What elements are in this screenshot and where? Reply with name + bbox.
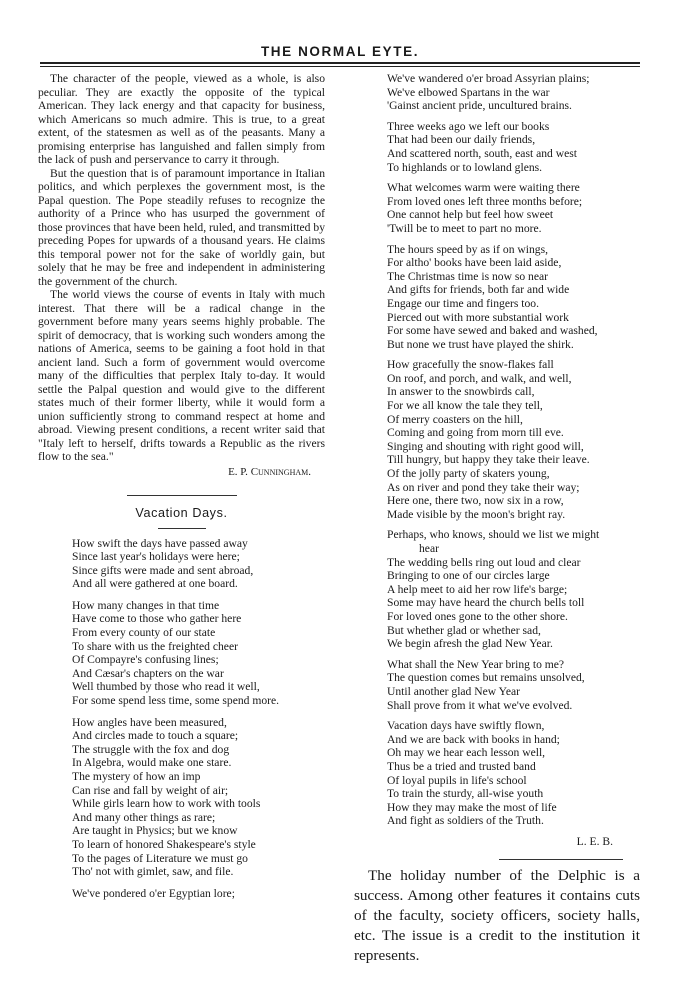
- poem-line: Till hungry, but happy they take their leave.: [387, 453, 590, 467]
- poem-line: To the pages of Literature we must go: [72, 851, 248, 865]
- poem-line: A help meet to aid her row life's barge;: [387, 582, 568, 596]
- poem-line: The Christmas time is now so near: [387, 269, 548, 283]
- poem-line: From loved ones left three months before;: [387, 194, 583, 208]
- poem-line: Made visible by the moon's bright ray.: [387, 507, 566, 521]
- header-rule-thick: [40, 62, 640, 64]
- poem-line: And gifts for friends, both far and wide: [387, 283, 570, 297]
- poem-author: L. E. B.: [576, 834, 613, 848]
- poem-line: 'Gainst ancient pride, uncultured brains.: [387, 99, 572, 113]
- poem-line: Thus be a tried and trusted band: [387, 759, 536, 773]
- poem-line: How swift the days have passed away: [72, 536, 248, 550]
- poem-line: Bringing to one of our circles large: [387, 569, 550, 583]
- poem-line: To learn of honored Shakespeare's style: [72, 837, 256, 851]
- poem-line: Of Compayre's confusing lines;: [72, 653, 219, 667]
- poem-line: How they may make the most of life: [387, 800, 557, 814]
- poem-line: Shall prove from it what we've evolved.: [387, 698, 573, 712]
- notice-text: The holiday number of the Delphic is a success. Among other features it contains cuts of the faculty, society officers, society halls, etc. The issue is a credit to the institution it represents.: [354, 867, 640, 964]
- poem-line: While girls learn how to work with tools: [72, 797, 261, 811]
- delphic-notice: [354, 866, 640, 966]
- poem-line: To train the sturdy, all-wise youth: [387, 787, 544, 801]
- stanza: [387, 181, 649, 235]
- poem-line: We've elbowed Spartans in the war: [387, 85, 550, 99]
- poem-line: To highlands or to lowland glens.: [387, 160, 543, 174]
- poem-line: We've wandered o'er broad Assyrian plains;: [387, 72, 590, 85]
- poem-line: In answer to the snowbirds call,: [387, 385, 535, 399]
- poem-line: Vacation days have swiftly flown,: [387, 719, 545, 733]
- poem-line: In Algebra, would make one stare.: [72, 756, 232, 770]
- poem-line: One cannot help but feel how sweet: [387, 208, 554, 222]
- poem-line-continuation: hear: [419, 542, 439, 555]
- poem-line: For some spend less time, some spend more.: [72, 694, 280, 708]
- poem-line: Since last year's holidays were here;: [72, 550, 240, 564]
- poem-line: The struggle with the fox and dog: [72, 742, 230, 756]
- stanza: [387, 658, 649, 712]
- poem-left-stanzas: [72, 537, 325, 901]
- stanza: [387, 120, 649, 174]
- poem-line: We've pondered o'er Egyptian lore;: [72, 886, 235, 900]
- poem-line: How gracefully the snow-flakes fall: [387, 358, 554, 372]
- poem-line: As on river and pond they take their way;: [387, 480, 580, 494]
- poem-line: Tho' not with gimlet, saw, and file.: [72, 865, 234, 879]
- poem-line: And fight as soldiers of the Truth.: [387, 814, 544, 828]
- poem-line: The wedding bells ring out loud and clear: [387, 555, 581, 569]
- poem-line: 'Twill be to meet to part no more.: [387, 221, 542, 235]
- poem-line: That had been our daily friends,: [387, 133, 536, 147]
- poem-line: For some have sewed and baked and washed,: [387, 324, 598, 338]
- poem-line: How many changes in that time: [72, 598, 220, 612]
- poem-line: Singing and shouting with right good will,: [387, 439, 584, 453]
- left-column: [38, 72, 325, 908]
- poem-line: Until another glad New Year: [387, 684, 520, 698]
- poem-line: And scattered north, south, east and west: [387, 146, 577, 160]
- poem-line: Can rise and fall by weight of air;: [72, 783, 229, 797]
- poem-end-divider: [499, 859, 623, 860]
- poem-line: Pierced out with more substantial work: [387, 310, 569, 324]
- poem-line: Three weeks ago we left our books: [387, 119, 550, 133]
- poem-line: Well thumbed by those who read it well,: [72, 680, 260, 694]
- signature-surname: Cunningham.: [250, 465, 311, 478]
- poem-line: But none we trust have played the shirk.: [387, 337, 574, 351]
- signature-initials: E. P.: [228, 465, 248, 478]
- poem-line: The hours speed by as if on wings,: [387, 242, 548, 256]
- section-divider: [127, 495, 237, 496]
- page-header-title: THE NORMAL EYTE.: [260, 44, 420, 59]
- stanza: [387, 358, 649, 521]
- stanza: [387, 72, 649, 113]
- poem-line: Some may have heard the church bells toll: [387, 596, 585, 610]
- poem-line: For we all know the tale they tell,: [387, 399, 543, 413]
- poem-line: What welcomes warm were waiting there: [387, 181, 580, 195]
- poem-line: Have come to those who gather here: [72, 612, 242, 626]
- poem-line: Since gifts were made and sent abroad,: [72, 563, 254, 577]
- poem-line: And we are back with books in hand;: [387, 732, 560, 746]
- header-rule-thin: [40, 66, 640, 67]
- poem-title: Vacation Days.: [135, 505, 228, 520]
- stanza: [387, 528, 649, 650]
- article-paragraph: But the question that is of paramount importance in Italian politics, and which perplexes the government most, is the Papal question. The Pope steadily refuses to recognize the authority of a Prince who has usurped the government of those provinces that have been held, ruled, and transmitted by preceding Popes for upwards of a thousand years. He claims this temporal power not for the sake of worldly gain, but solely that he may be free and independent in administering the government of the church.: [38, 166, 325, 288]
- poem-line: Engage our time and fingers too.: [387, 296, 539, 310]
- stanza: [72, 716, 325, 879]
- stanza: [387, 719, 649, 828]
- poem-line: The mystery of how an imp: [72, 770, 201, 783]
- article-signature: [38, 465, 325, 479]
- title-divider: [158, 528, 206, 529]
- article-paragraph: The world views the course of events in Italy with much interest. That there will be a radical change in the government before many years seems highly probable. The spirit of democracy, that is working such wonders among the nations of America, seems to be gaining a foot hold in that ancient land. Such a form of government would overcome many of the difficulties that perplex Italy to-day. It would settle the Palpal question and would give to the different states much of their former liberty, while it would form a union sufficiently strong to command respect at home and abroad. Viewing present conditions, a recent writer said that "Italy left to herself, drifts towards a Republic as the rivers flow to the sea.": [38, 288, 325, 463]
- poem-line: Are taught in Physics; but we know: [72, 824, 238, 838]
- poem-line: Perhaps, who knows, should we list we might: [387, 528, 600, 542]
- article-body: [38, 72, 325, 464]
- poem-line: For loved ones gone to the other shore.: [387, 609, 568, 623]
- poem-line: The question comes but remains unsolved,: [387, 671, 585, 685]
- poem-line: And Cæsar's chapters on the war: [72, 666, 224, 680]
- poem-line: We begin afresh the glad New Year.: [387, 637, 553, 651]
- stanza: [387, 243, 649, 352]
- poem-line: From every county of our state: [72, 626, 216, 640]
- poem-line: Of loyal pupils in life's school: [387, 773, 527, 787]
- poem-line: Oh may we hear each lesson well,: [387, 746, 546, 760]
- poem-line: For altho' books have been laid aside,: [387, 256, 562, 270]
- poem-line: Of the jolly party of skaters young,: [387, 467, 550, 481]
- poem-line: What shall the New Year bring to me?: [387, 657, 565, 671]
- poem-line: And all were gathered at one board.: [72, 577, 238, 591]
- poem-line: On roof, and porch, and walk, and well,: [387, 371, 572, 385]
- poem-line: Coming and going from morn till eve.: [387, 426, 564, 440]
- poem-line: To share with us the freighted cheer: [72, 639, 238, 653]
- stanza: [72, 537, 325, 591]
- poem-line: And many other things as rare;: [72, 810, 216, 824]
- poem-line: But whether glad or whether sad,: [387, 623, 541, 637]
- stanza: [72, 887, 325, 901]
- poem-line: And circles made to touch a square;: [72, 729, 239, 743]
- right-column: [387, 72, 649, 860]
- poem-line: Here one, there two, now six in a row,: [387, 494, 564, 508]
- poem-line: Of merry coasters on the hill,: [387, 412, 523, 426]
- poem-line: How angles have been measured,: [72, 715, 227, 729]
- stanza: [72, 599, 325, 708]
- article-paragraph: The character of the people, viewed as a whole, is also peculiar. They are exactly the opposite of the typical American. They lack energy and that capacity for business, which Americans so much admire. This is true, to a great extent, of the statesmen as well as of the peasants. Many a promising enterprise has languished and fallen simply from the lack of push and perservance to carry it through.: [38, 72, 325, 166]
